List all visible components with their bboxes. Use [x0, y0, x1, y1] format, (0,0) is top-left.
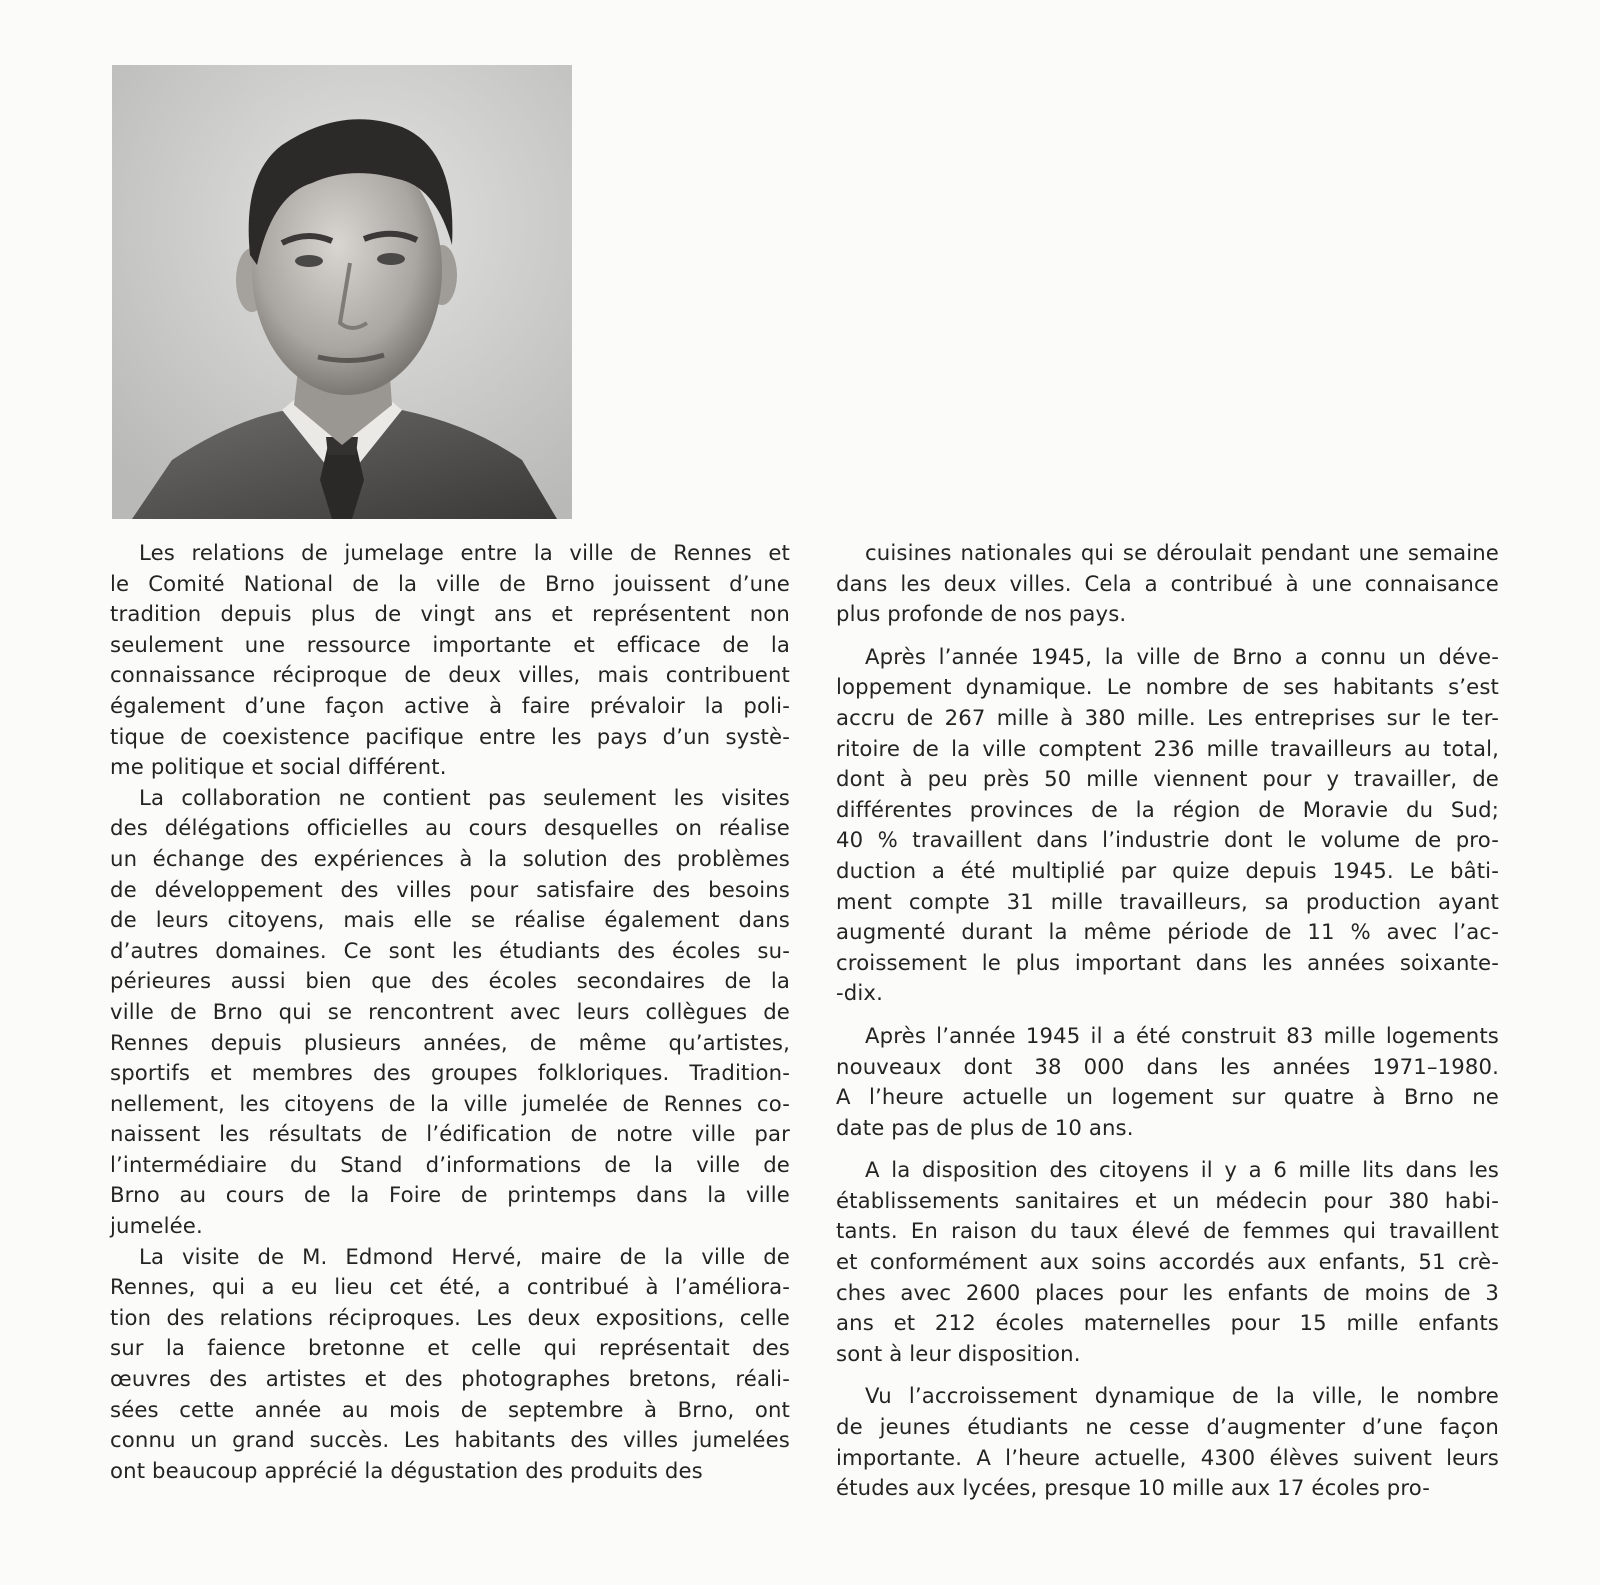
text-line: plus profonde de nos pays.	[836, 601, 1127, 627]
text-line: ville de Brno qui se rencontrent avec leurs collègues de	[110, 998, 790, 1024]
left-text-column	[110, 538, 790, 1486]
text-line: croissement le plus important dans les années soixante-	[836, 949, 1499, 975]
text-line: œuvres des artistes et des photographes bretons, réali-	[110, 1366, 790, 1392]
text-line: ans et 212 écoles maternelles pour 15 mille enfants	[836, 1310, 1499, 1336]
text-line: jumelée.	[110, 1213, 203, 1239]
right-text-column	[836, 538, 1499, 1504]
text-line: me politique et social différent.	[110, 754, 447, 780]
text-line: -dix.	[836, 980, 884, 1006]
text-line: Brno au cours de la Foire de printemps dans la ville	[110, 1182, 790, 1208]
text-line: et conformément aux soins accordés aux enfants, 51 crè-	[836, 1249, 1499, 1275]
text-line: dont à peu près 50 mille viennent pour y travailler, de	[836, 766, 1499, 792]
text-line: dans les deux villes. Cela a contribué à une connaisance	[836, 570, 1499, 596]
paragraph	[110, 1242, 790, 1487]
text-line: des délégations officielles au cours desquelles on réalise	[110, 815, 790, 841]
text-line: date pas de plus de 10 ans.	[836, 1114, 1134, 1140]
text-line: A l’heure actuelle un logement sur quatre à Brno ne	[836, 1084, 1499, 1110]
text-line: nouveaux dont 38 000 dans les années 1971–1980.	[836, 1053, 1499, 1079]
paragraph	[836, 1155, 1499, 1369]
paragraph	[110, 783, 790, 1242]
text-line: tique de coexistence pacifique entre les pays d’un systè-	[110, 723, 790, 749]
text-line: études aux lycées, presque 10 mille aux 17 écoles pro-	[836, 1475, 1431, 1501]
text-line: cuisines nationales qui se déroulait pendant une semaine	[865, 540, 1499, 565]
text-line: sont à leur disposition.	[836, 1340, 1081, 1366]
text-line: La visite de M. Edmond Hervé, maire de la ville de	[139, 1243, 790, 1269]
text-line: également d’une façon active à faire prévaloir la poli-	[110, 692, 790, 718]
text-line: Après l’année 1945 il a été construit 83 mille logements	[865, 1022, 1499, 1048]
text-line: seulement une ressource importante et efficace de la	[110, 631, 790, 657]
text-line: établissements sanitaires et un médecin pour 380 habi-	[836, 1187, 1499, 1213]
text-line: de leurs citoyens, mais elle se réalise également dans	[110, 907, 790, 933]
text-line: nellement, les citoyens de la ville jumelée de Rennes co-	[110, 1090, 790, 1116]
text-line: La collaboration ne contient pas seulement les visites	[139, 784, 790, 810]
text-line: Vu l’accroissement dynamique de la ville, le nombre	[865, 1383, 1499, 1409]
text-line: augmenté durant la même période de 11 % avec l’ac-	[836, 919, 1499, 945]
text-line: 40 % travaillent dans l’industrie dont le volume de pro-	[836, 827, 1499, 853]
portrait-photo	[112, 65, 572, 519]
text-line: différentes provinces de la région de Moravie du Sud;	[836, 796, 1499, 822]
paragraph	[836, 1021, 1499, 1143]
text-line: importante. A l’heure actuelle, 4300 élèves suivent leurs	[836, 1444, 1499, 1470]
text-line: un échange des expériences à la solution des problèmes	[110, 845, 790, 871]
text-line: ment compte 31 mille travailleurs, sa production ayant	[836, 888, 1499, 914]
paragraph	[110, 538, 790, 783]
paragraph	[836, 642, 1499, 1009]
text-line: sur la faience bretonne et celle qui représentait des	[110, 1335, 790, 1361]
text-line: de développement des villes pour satisfaire des besoins	[110, 876, 790, 902]
text-line: périeures aussi bien que des écoles secondaires de la	[110, 968, 790, 994]
text-line: accru de 267 mille à 380 mille. Les entreprises sur le ter-	[836, 704, 1499, 730]
text-line: connaissance réciproque de deux villes, mais contribuent	[110, 662, 790, 688]
text-line: loppement dynamique. Le nombre de ses habitants s’est	[836, 674, 1499, 700]
text-line: de jeunes étudiants ne cesse d’augmenter d’une façon	[836, 1414, 1499, 1440]
text-line: Rennes, qui a eu lieu cet été, a contribué à l’améliora-	[110, 1274, 790, 1300]
paragraph	[836, 1381, 1499, 1503]
text-line: Rennes depuis plusieurs années, de même qu’artistes,	[110, 1029, 790, 1055]
text-line: Après l’année 1945, la ville de Brno a connu un déve-	[865, 643, 1499, 669]
text-line: A la disposition des citoyens il y a 6 mille lits dans les	[865, 1157, 1499, 1183]
text-line: ritoire de la ville comptent 236 mille travailleurs au total,	[836, 735, 1499, 761]
text-line: sées cette année au mois de septembre à Brno, ont	[110, 1396, 790, 1422]
text-line: le Comité National de la ville de Brno jouissent d’une	[110, 570, 790, 596]
text-line: connu un grand succès. Les habitants des villes jumelées	[110, 1427, 790, 1453]
text-line: tradition depuis plus de vingt ans et représentent non	[110, 601, 790, 627]
paragraph	[836, 538, 1499, 630]
text-line: sportifs et membres des groupes folkloriques. Tradition-	[110, 1060, 790, 1086]
text-line: duction a été multiplié par quize depuis 1945. Le bâti-	[836, 857, 1499, 883]
text-line: tants. En raison du taux élevé de femmes qui travaillent	[836, 1218, 1499, 1244]
text-line: naissent les résultats de l’édification de notre ville par	[110, 1121, 790, 1147]
text-line: d’autres domaines. Ce sont les étudiants des écoles su-	[110, 937, 790, 963]
text-line: ches avec 2600 places pour les enfants de moins de 3	[836, 1279, 1499, 1305]
text-line: Les relations de jumelage entre la ville de Rennes et	[139, 540, 790, 565]
text-line: ont beaucoup apprécié la dégustation des produits des	[110, 1457, 703, 1483]
text-line: l’intermédiaire du Stand d’informations de la ville de	[110, 1151, 790, 1177]
text-line: tion des relations réciproques. Les deux expositions, celle	[110, 1304, 790, 1330]
